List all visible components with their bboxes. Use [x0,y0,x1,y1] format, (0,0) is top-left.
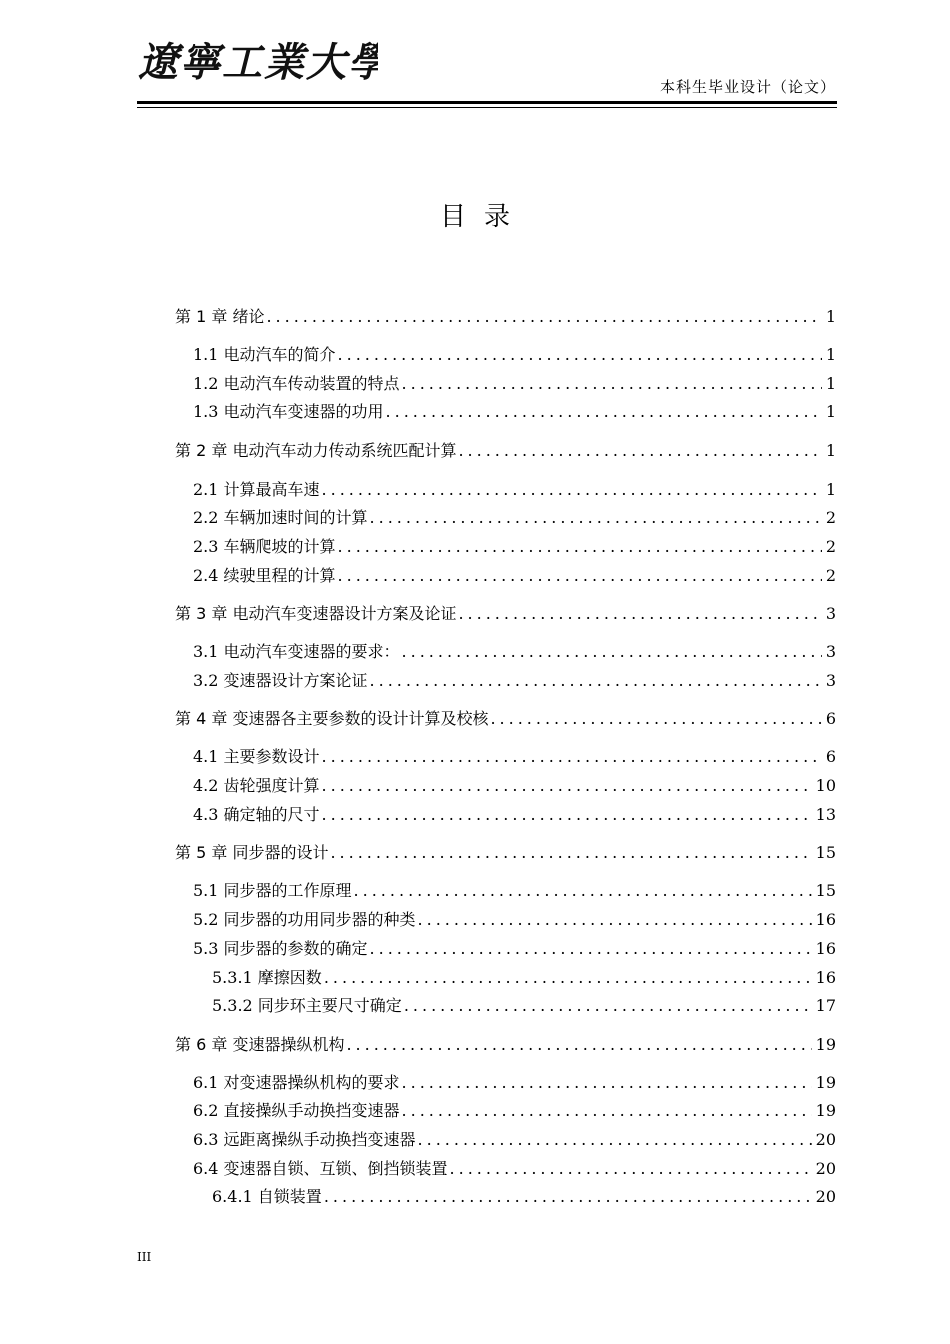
toc-entry-page: 6 [825,747,836,766]
toc-entry-page: 20 [815,1130,836,1149]
toc-entry-label: 5.3 同步器的参数的确定 [193,939,368,958]
toc-entry-page: 1 [825,374,836,393]
toc-section-entry[interactable] [193,563,836,585]
toc-entry-page: 3 [825,671,836,690]
page-title: 目录 [439,202,528,232]
toc-dot-leader [338,537,822,556]
toc-dot-leader [402,642,822,661]
toc-chapter-entry[interactable] [175,840,836,862]
toc-section-entry[interactable] [193,668,836,690]
toc-entry-label: 5.3.2 同步环主要尺寸确定 [212,996,402,1015]
toc-section-entry[interactable] [193,371,836,393]
toc-entry-page: 17 [815,996,836,1015]
toc-entry-label: 第 5 章 同步器的设计 [175,843,329,862]
toc-entry-page: 16 [815,939,836,958]
toc-entry-page: 2 [825,508,836,527]
toc-dot-leader [322,480,822,499]
toc-entry-page: 16 [815,910,836,929]
toc-section-entry[interactable] [193,1098,836,1120]
toc-dot-leader [418,910,812,929]
toc-dot-leader [330,843,811,862]
toc-dot-leader [338,566,822,585]
toc-entry-label: 第 1 章 绪论 [175,307,265,326]
toc-entry-label: 1.1 电动汽车的简介 [193,345,336,364]
toc-section-entry[interactable] [193,639,836,661]
toc-dot-leader [322,805,812,824]
toc-entry-label: 2.3 车辆爬坡的计算 [193,537,336,556]
toc-entry-label: 6.4.1 自锁装置 [212,1187,322,1206]
toc-dot-leader [404,996,812,1015]
toc-entry-label: 6.3 远距离操纵手动换挡变速器 [193,1130,416,1149]
header-rule-thin [137,107,837,108]
toc-chapter-entry[interactable] [175,1032,836,1054]
toc-dot-leader [322,747,822,766]
toc-dot-leader [402,374,822,393]
toc-entry-page: 1 [825,307,836,326]
toc-chapter-entry[interactable] [175,601,836,623]
toc-dot-leader [370,939,812,958]
toc-dot-leader [354,881,812,900]
toc-entry-label: 5.1 同步器的工作原理 [193,881,352,900]
toc-dot-leader [458,441,821,460]
toc-dot-leader [386,402,822,421]
toc-chapter-entry[interactable] [175,438,836,460]
toc-entry-label: 6.1 对变速器操纵机构的要求 [193,1073,400,1092]
toc-section-entry[interactable] [193,505,836,527]
toc-entry-label: 5.2 同步器的功用同步器的种类 [193,910,416,929]
toc-entry-page: 13 [815,805,836,824]
toc-section-entry[interactable] [212,993,836,1015]
toc-dot-leader [490,709,821,728]
toc-entry-label: 第 4 章 变速器各主要参数的设计计算及校核 [175,709,489,728]
toc-section-entry[interactable] [193,477,836,499]
toc-section-entry[interactable] [193,936,836,958]
toc-dot-leader [346,1035,811,1054]
toc-entry-page: 10 [815,776,836,795]
toc-dot-leader [338,345,822,364]
toc-chapter-entry[interactable] [175,706,836,728]
calligraphy-logo-icon [138,36,378,88]
toc-entry-label: 4.3 确定轴的尺寸 [193,805,320,824]
toc-dot-leader [370,508,822,527]
toc-entry-page: 3 [825,642,836,661]
toc-entry-page: 19 [815,1073,836,1092]
toc-entry-label: 2.2 车辆加速时间的计算 [193,508,368,527]
university-logo [138,36,378,88]
toc-entry-page: 2 [825,537,836,556]
toc-section-entry[interactable] [193,534,836,556]
toc-dot-leader [450,1159,812,1178]
toc-entry-label: 2.1 计算最高车速 [193,480,320,499]
toc-section-entry[interactable] [193,878,836,900]
toc-entry-page: 19 [815,1035,836,1054]
toc-dot-leader [402,1073,812,1092]
toc-dot-leader [418,1130,812,1149]
header-rule-thick [137,101,837,104]
toc-entry-label: 4.1 主要参数设计 [193,747,320,766]
toc-entry-label: 6.4 变速器自锁、互锁、倒挡锁装置 [193,1159,448,1178]
toc-entry-page: 3 [825,604,836,623]
footer-page-number: III [137,1250,152,1264]
toc-entry-page: 19 [815,1101,836,1120]
toc-chapter-entry[interactable] [175,304,836,326]
toc-dot-leader [324,1187,812,1206]
toc-entry-page: 16 [815,968,836,987]
toc-entry-page: 15 [815,843,836,862]
toc-entry-label: 3.2 变速器设计方案论证 [193,671,368,690]
toc-entry-label: 3.1 电动汽车变速器的要求： [193,642,400,661]
toc-dot-leader [324,968,812,987]
toc-entry-page: 1 [825,345,836,364]
toc-section-entry[interactable] [193,342,836,364]
toc-entry-label: 6.2 直接操纵手动换挡变速器 [193,1101,400,1120]
toc-entry-page: 20 [815,1159,836,1178]
toc-entry-label: 5.3.1 摩擦因数 [212,968,322,987]
logo-text: 遼寧工業大學 [138,39,378,86]
toc-entry-page: 15 [815,881,836,900]
toc-section-entry[interactable] [193,802,836,824]
toc-entry-label: 4.2 齿轮强度计算 [193,776,320,795]
toc-dot-leader [322,776,812,795]
toc-dot-leader [370,671,822,690]
toc-section-entry[interactable] [212,965,836,987]
toc-entry-label: 第 2 章 电动汽车动力传动系统匹配计算 [175,441,457,460]
toc-section-entry[interactable] [193,773,836,795]
toc-section-entry[interactable] [193,399,836,421]
toc-section-entry[interactable] [193,1070,836,1092]
toc-section-entry[interactable] [193,1156,836,1178]
toc-entry-label: 第 6 章 变速器操纵机构 [175,1035,345,1054]
toc-entry-label: 2.4 续驶里程的计算 [193,566,336,585]
toc-section-entry[interactable] [193,907,836,929]
toc-entry-page: 1 [825,480,836,499]
toc-entry-label: 1.2 电动汽车传动装置的特点 [193,374,400,393]
toc-section-entry[interactable] [193,1127,836,1149]
toc-dot-leader [402,1101,812,1120]
toc-dot-leader [458,604,821,623]
toc-entry-page: 1 [825,441,836,460]
document-type-label: 本科生毕业设计（论文） [659,78,836,96]
toc-entry-page: 20 [815,1187,836,1206]
toc-dot-leader [266,307,821,326]
toc-entry-page: 6 [825,709,836,728]
toc-section-entry[interactable] [212,1184,836,1206]
toc-entry-page: 2 [825,566,836,585]
toc-entry-label: 1.3 电动汽车变速器的功用 [193,402,384,421]
toc-entry-page: 1 [825,402,836,421]
toc-entry-label: 第 3 章 电动汽车变速器设计方案及论证 [175,604,457,623]
toc-section-entry[interactable] [193,744,836,766]
